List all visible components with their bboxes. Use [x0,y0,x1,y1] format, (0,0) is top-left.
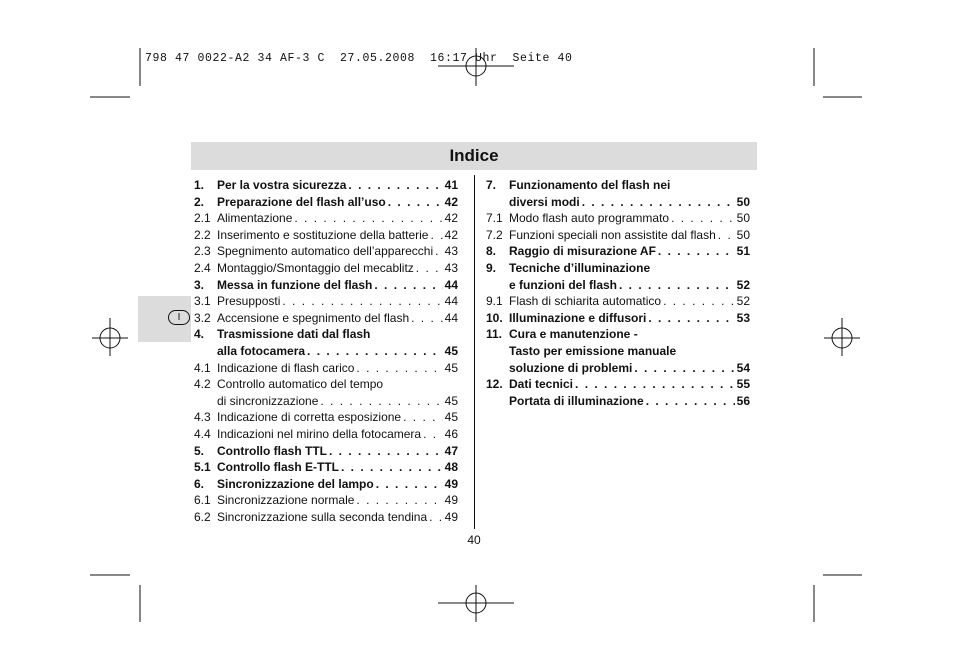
toc-entry [194,509,458,526]
toc-entry-number: 2.4 [194,260,211,275]
toc-entry-page: 45 [444,343,458,358]
toc-entry-number: 9. [486,260,497,275]
toc-entry [194,326,458,343]
toc-entry-number: 7.1 [486,211,503,226]
toc-entry [194,360,458,377]
toc-entry-title: Inserimento e sostituzione della batterie [217,227,429,242]
toc-entry-number: 7. [486,178,497,192]
toc-entry-title: Indicazione di flash carico [217,360,355,375]
toc-entry [194,476,458,493]
toc-entry-page: 49 [444,493,458,508]
toc-leader-dots [658,243,735,260]
toc-entry-number: 6. [194,476,205,491]
toc-entry-number: 3. [194,277,205,292]
toc-entry [486,260,750,277]
toc-entry-title: Messa in funzione del flash [217,277,373,292]
toc-entry-page: 55 [736,377,750,392]
toc-entry [194,376,458,393]
registration-mark-right [824,318,860,356]
toc-entry-number [486,393,509,410]
toc-entry-number: 5.1 [194,460,211,475]
toc-entry [194,409,458,426]
registration-mark-top [438,48,514,86]
toc-entry-number: 2.2 [194,227,211,242]
toc-entry-page: 45 [444,360,458,375]
toc-leader-dots [374,277,442,294]
toc-right-column [486,177,750,409]
toc-entry-title: Controllo flash E-TTL [217,460,339,475]
toc-entry [486,243,750,260]
toc-entry [486,227,750,244]
toc-leader-dots [411,310,443,327]
toc-entry-title: Montaggio/Smontaggio del mecablitz [217,260,414,275]
toc-entry-page: 50 [736,227,750,242]
toc-leader-dots [671,210,735,227]
toc-entry [194,492,458,509]
toc-entry [194,177,458,194]
toc-leader-dots [582,194,735,211]
toc-entry-title: Dati tecnici [509,377,574,392]
toc-leader-dots [329,443,443,460]
toc-entry-title: Cura e manutenzione - [509,327,638,342]
toc-entry-title: Controllo flash TTL [217,443,327,458]
toc-entry-number: 12. [486,377,503,392]
toc-entry [486,293,750,310]
toc-entry-title: Indicazione di corretta esposizione [217,410,402,425]
toc-entry-title: Indicazioni nel mirino della fotocamera [217,426,422,441]
column-divider [474,175,475,529]
toc-entry [194,310,458,327]
toc-leader-dots [575,376,735,393]
toc-entry-page: 44 [444,310,458,325]
toc-entry-title: e funzioni del flash [509,277,618,292]
toc-entry-page: 46 [444,426,458,441]
toc-entry-page: 49 [444,476,458,491]
toc-entry-number [486,343,509,360]
toc-entry-page: 45 [444,393,458,408]
toc-entry-title: Preparazione del flash all’uso [217,194,386,209]
toc-entry [194,210,458,227]
toc-entry-number: 8. [486,244,497,259]
toc-entry-number [486,360,509,377]
toc-leader-dots [294,210,442,227]
toc-entry [486,210,750,227]
toc-entry [194,243,458,260]
toc-entry [194,443,458,460]
toc-entry [194,194,458,211]
toc-entry-page: 54 [736,360,750,375]
toc-entry-title: Accensione e spegnimento del flash [217,310,410,325]
toc-leader-dots [282,293,442,310]
registration-mark-left [92,318,128,356]
toc-entry-page: 50 [736,194,750,209]
toc-entry [194,227,458,244]
toc-leader-dots [356,492,442,509]
toc-leader-dots [663,293,735,310]
toc-leader-dots [430,227,442,244]
toc-entry-title: Alimentazione [217,211,293,226]
toc-entry-title: Funzioni speciali non assistite dal flash [509,227,716,242]
toc-entry-page: 42 [444,227,458,242]
toc-entry-number: 4.2 [194,377,211,392]
toc-entry-number: 4. [194,327,205,342]
toc-leader-dots [435,243,443,260]
toc-entry-number: 1. [194,178,205,192]
toc-leader-dots [356,360,442,377]
toc-leader-dots [388,194,443,211]
toc-entry-page: 42 [444,194,458,209]
toc-entry-title: Trasmissione dati dal flash [217,327,371,342]
toc-entry-page: 45 [444,410,458,425]
toc-entry [194,277,458,294]
toc-entry-number [486,277,509,294]
toc-leader-dots [320,393,442,410]
toc-entry-title: Tecniche d’illuminazione [509,260,651,275]
toc-entry-number: 2. [194,194,205,209]
toc-entry-page: 50 [736,211,750,226]
language-badge: I [168,310,190,325]
toc-entry-number: 6.1 [194,493,211,508]
toc-entry-number: 2.3 [194,244,211,259]
toc-entry [486,376,750,393]
toc-leader-dots [348,177,442,194]
page-number: 40 [467,533,481,547]
toc-entry-title: Presupposti [217,294,281,309]
toc-entry-page: 53 [736,310,750,325]
toc-leader-dots [648,310,734,327]
toc-entry [486,393,750,410]
toc-entry-title: Illuminazione e diffusori [509,310,647,325]
toc-leader-dots [416,260,443,277]
toc-entry-title: Funzionamento del flash nei [509,178,671,192]
toc-entry-title: Sincronizzazione sulla seconda tendina [217,509,428,524]
toc-entry [486,277,750,294]
toc-entry-page: 52 [736,277,750,292]
toc-leader-dots [646,393,735,410]
toc-entry [486,177,750,194]
toc-entry-page: 43 [444,244,458,259]
toc-entry-title: Sincronizzazione del lampo [217,476,374,491]
toc-entry-number: 11. [486,327,503,342]
toc-entry [194,426,458,443]
toc-entry-page: 47 [444,443,458,458]
toc-entry [486,343,750,360]
toc-entry [486,326,750,343]
toc-entry-number [486,194,509,211]
toc-entry-number: 6.2 [194,509,211,524]
toc-entry-title: alla fotocamera [217,343,306,358]
toc-entry [486,310,750,327]
toc-entry-number: 2.1 [194,211,211,226]
toc-leader-dots [429,509,443,526]
toc-entry [194,343,458,360]
toc-entry-number: 10. [486,310,503,325]
toc-leader-dots [634,360,734,377]
toc-left-column [194,177,458,525]
toc-leader-dots [619,277,735,294]
toc-entry-title: Controllo automatico del tempo [217,377,384,392]
toc-entry [194,393,458,410]
toc-entry-title: diversi modi [509,194,580,209]
toc-entry [486,360,750,377]
toc-entry-number: 9.1 [486,294,503,309]
toc-leader-dots [423,426,443,443]
toc-entry [486,194,750,211]
toc-entry-page: 56 [736,393,750,408]
toc-entry-page: 49 [444,509,458,524]
toc-entry-page: 44 [444,294,458,309]
toc-entry [194,459,458,476]
toc-entry-title: Flash di schiarita automatico [509,294,662,309]
toc-leader-dots [307,343,443,360]
toc-entry-title: Raggio di misurazione AF [509,244,656,259]
toc-entry-number: 3.1 [194,294,211,309]
toc-entry-number: 4.3 [194,410,211,425]
toc-entry-title: Modo flash auto programmato [509,211,670,226]
toc-leader-dots [403,409,443,426]
page-title-bar [191,142,757,170]
toc-entry-title: Tasto per emissione manuale [509,343,677,358]
toc-leader-dots [718,227,735,244]
toc-entry-title: Portata di illuminazione [509,393,644,408]
page-title: Indice [449,146,499,165]
toc-entry-number [194,393,217,410]
toc-entry-page: 42 [444,211,458,226]
toc-entry-title: Spegnimento automatico dell’apparecchi [217,244,434,259]
toc-entry-page: 44 [444,277,458,292]
toc-entry-number: 4.1 [194,360,211,375]
toc-entry-page: 48 [444,460,458,475]
toc-entry-number: 3.2 [194,310,211,325]
toc-leader-dots [341,459,443,476]
toc-entry-page: 41 [444,178,458,192]
toc-entry-page: 43 [444,260,458,275]
toc-entry-title: Sincronizzazione normale [217,493,355,508]
toc-entry-number: 5. [194,443,205,458]
toc-entry-title: soluzione di problemi [509,360,633,375]
print-header-line: 798 47 0022-A2 34 AF-3 C 27.05.2008 16:17 Uhr Seite 40 [145,52,573,65]
toc-entry [194,293,458,310]
registration-mark-bottom [438,585,514,622]
toc-entry-title: Per la vostra sicurezza [217,178,347,192]
toc-leader-dots [376,476,443,493]
toc-entry-number: 4.4 [194,426,211,441]
toc-entry-number [194,343,217,360]
toc-entry-number: 7.2 [486,227,503,242]
toc-entry-page: 51 [736,244,750,259]
toc-entry-page: 52 [736,294,750,309]
toc-entry [194,260,458,277]
toc-entry-title: di sincronizzazione [217,393,319,408]
